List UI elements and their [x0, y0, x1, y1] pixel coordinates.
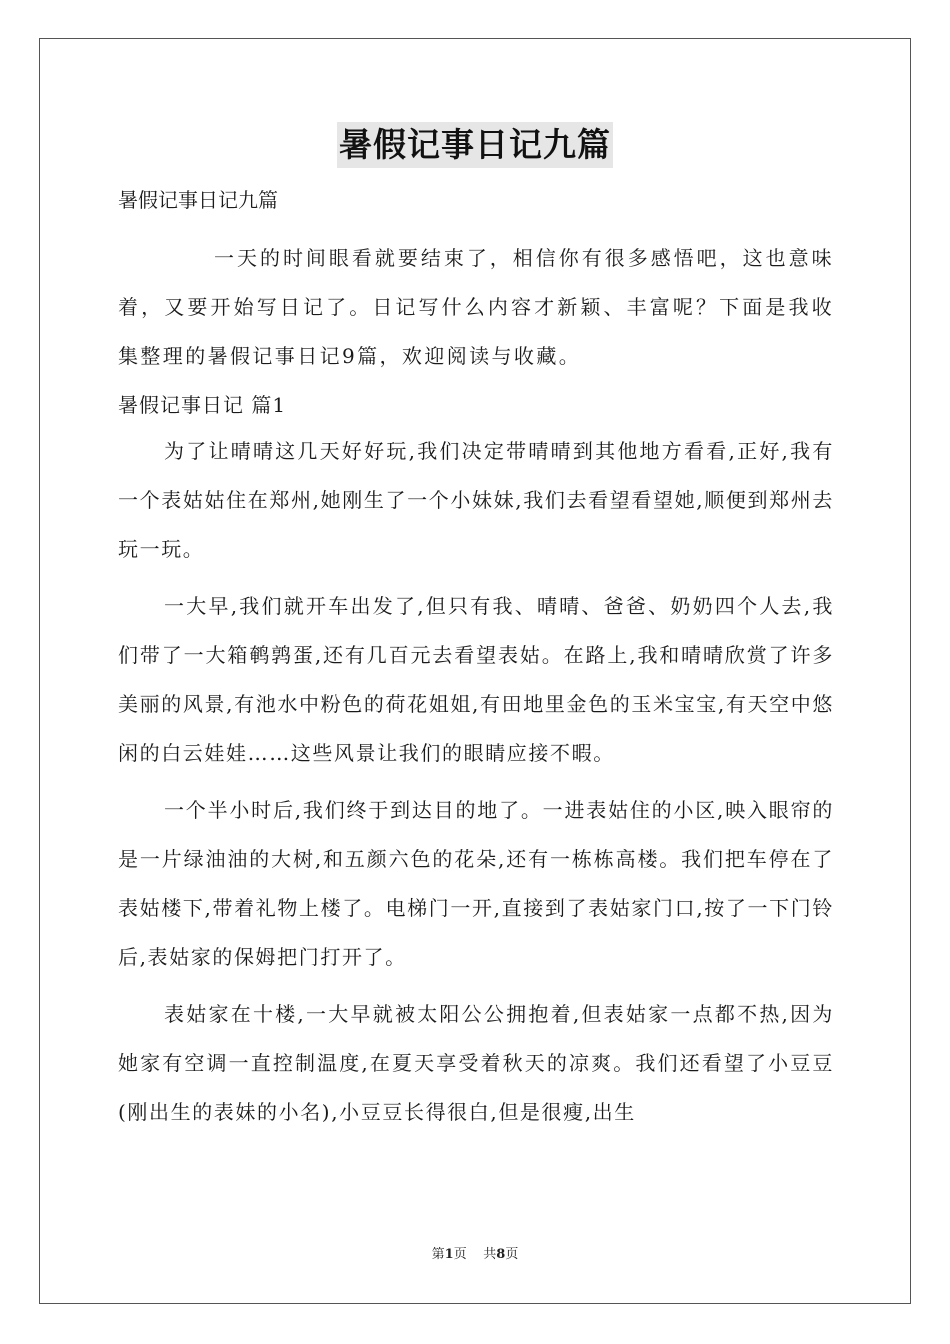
body-paragraph-1: 为了让晴晴这几天好好玩,我们决定带晴晴到其他地方看看,正好,我有一个表姑姑住在郑州,她刚生了一个小妹妹,我们去看望看望她,顺便到郑州去玩一玩。	[118, 439, 834, 561]
intro-paragraph: 一天的时间眼看就要结束了，相信你有很多感悟吧，这也意味着，又要开始写日记了。日记写什么内容才新颖、丰富呢？下面是我收集整理的暑假记事日记9篇，欢迎阅读与收藏。	[118, 246, 834, 368]
title-container	[0, 122, 950, 168]
body-paragraph-3: 一个半小时后,我们终于到达目的地了。一进表姑住的小区,映入眼帘的是一片绿油油的大树,和五颜六色的花朵,还有一栋栋高楼。我们把车停在了表姑楼下,带着礼物上楼了。电梯门一开,直接到了表姑家门口,按了一下门铃后,表姑家的保姆把门打开了。	[118, 798, 834, 969]
body-paragraph-4: 表姑家在十楼,一大早就被太阳公公拥抱着,但表姑家一点都不热,因为她家有空调一直控制温度,在夏天享受着秋天的凉爽。我们还看望了小豆豆(刚出生的表妹的小名),小豆豆长得很白,但是很瘦,出生	[118, 1002, 834, 1124]
page-footer	[0, 1243, 950, 1262]
document-body	[118, 178, 834, 1145]
footer-page-suffix: 页	[453, 1247, 467, 1262]
footer-total-prefix: 共	[483, 1247, 497, 1262]
footer-page-number: 1	[444, 1247, 454, 1262]
footer-page-prefix: 第	[431, 1247, 445, 1262]
section-heading: 暑假记事日记 篇1	[118, 393, 287, 417]
document-subtitle: 暑假记事日记九篇	[118, 188, 278, 212]
footer-total-suffix: 页	[505, 1247, 519, 1262]
body-paragraph-2: 一大早,我们就开车出发了,但只有我、晴晴、爸爸、奶奶四个人去,我们带了一大箱鹌鹑蛋,还有几百元去看望表姑。在路上,我和晴晴欣赏了许多美丽的风景,有池水中粉色的荷花姐姐,有田地里金色的玉米宝宝,有天空中悠闲的白云娃娃……这些风景让我们的眼睛应接不暇。	[118, 594, 834, 765]
document-title: 暑假记事日记九篇	[337, 122, 613, 168]
footer-total-pages: 8	[496, 1247, 506, 1262]
